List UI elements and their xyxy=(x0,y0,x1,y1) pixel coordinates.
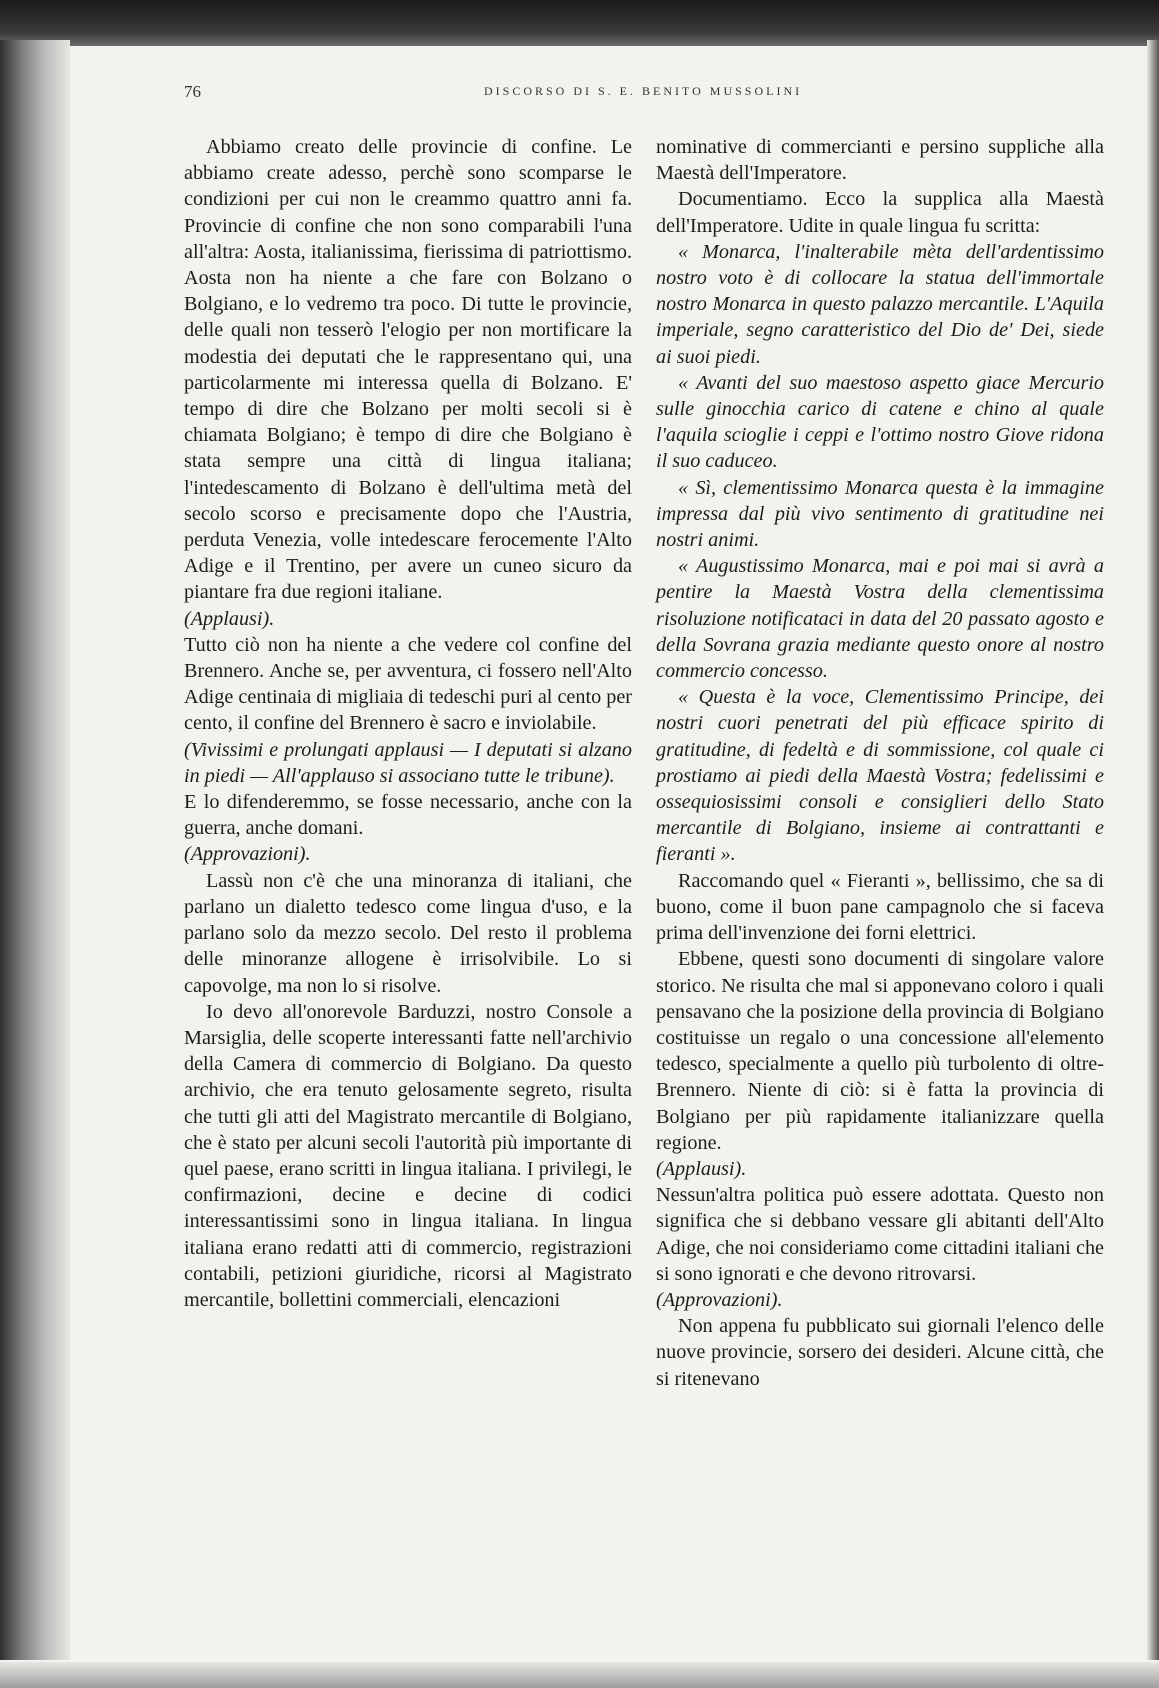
paragraph: E lo difenderemmo, se fosse necessario, anche con la guerra, anche domani. xyxy=(184,791,632,840)
quoted-supplication: « Questa è la voce, Clementissimo Principe, dei nostri cuori penetrati del più efficace spirito di gratitudine, di fedeltà e di sommissione, col quale ci prostiamo ai piedi della Maestà Vostra; fedelissimi e ossequiosissimi consoli e consiglieri dello Stato mercantile di Bolgiano, insieme ai contrattanti e fieranti ». xyxy=(656,686,1104,866)
stage-direction: (Applausi). xyxy=(656,1157,747,1180)
page-number: 76 xyxy=(184,82,201,101)
stage-direction: (Approvazioni). xyxy=(184,843,311,866)
running-head: DISCORSO DI S. E. BENITO MUSSOLINI xyxy=(484,84,803,98)
paragraph: Tutto ciò non ha niente a che vedere col confine del Brennero. Anche se, per avventura, ci fossero nell'Alto Adige centinaia di migliaia di tedeschi puri al cento per cento, il confine del Brennero è sacro e inviolabile. xyxy=(184,633,632,735)
paragraph: Abbiamo creato delle provincie di confine. Le abbiamo create adesso, perchè sono scomparse le condizioni per cui non le creammo quattro anni fa. Provincie di confine che non sono comparabili l'una all'altra: Aosta, italianissima, fierissima di patriottismo. Aosta non ha niente a che fare con Bolzano o Bolgiano, e lo vedremo tra poco. Di tutte le provincie, delle quali non tesserò l'elogio per non mortificare la modestia dei deputati che le rappresentano qui, una particolarmente mi interessa quella di Bolzano. E' tempo di dire che Bolzano per molti secoli si è chiamata Bolgiano; è tempo di dire che Bolgiano è stata sempre una città di lingua italiana; l'intedescamento di Bolzano è dell'ultima metà del secolo scorso e precisamente dopo che l'Austria, perduta Venezia, volle intedescare ferocemente l'Alto Adige e il Trentino, per avere un cuneo sicuro da piantare fra due regioni italiane. xyxy=(184,136,632,604)
right-column xyxy=(656,134,1104,1392)
page-header xyxy=(184,82,1084,110)
paragraph: nominative di commercianti e persino suppliche alla Maestà dell'Imperatore. xyxy=(656,136,1104,185)
quoted-supplication: « Monarca, l'inalterabile mèta dell'ardentissimo nostro voto è di collocare la statua dell'immortale nostro Monarca in questo palazzo mercantile. L'Aquila imperiale, segno caratteristico del Dio de' Dei, siede ai suoi piedi. xyxy=(656,240,1104,368)
paragraph: Non appena fu pubblicato sui giornali l'elenco delle nuove provincie, sorsero dei desideri. Alcune città, che si ritenevano xyxy=(656,1315,1104,1390)
scan-binding-shadow xyxy=(0,40,70,1660)
stage-direction: (Applausi). xyxy=(184,607,275,630)
paragraph: Documentiamo. Ecco la supplica alla Maestà dell'Imperatore. Udite in quale lingua fu scritta: xyxy=(656,188,1104,237)
quoted-supplication: « Sì, clementissimo Monarca questa è la immagine impressa dal più vivo sentimento di gratitudine nei nostri animi. xyxy=(656,476,1104,552)
stage-direction: (Vivissimi e prolungati applausi — I deputati si alzano in piedi — All'applauso si associano tutte le tribune). xyxy=(184,738,632,787)
paragraph: Ebbene, questi sono documenti di singolare valore storico. Ne risulta che mal si apponevano coloro i quali pensavano che la posizione della provincia di Bolgiano costituisse un regalo o una concessione all'elemento tedesco, specialmente a quello più turbolento di oltre-Brennero. Niente di ciò: si è fatta la provincia di Bolgiano per più rapidamente italianizzare quella regione. xyxy=(656,948,1104,1154)
stage-direction: (Approvazioni). xyxy=(656,1288,783,1311)
scan-top-shadow xyxy=(0,0,1159,46)
paragraph: Lassù non c'è che una minoranza di italiani, che parlano un dialetto tedesco come lingua d'uso, e la parlano solo da mezzo secolo. Del resto il problema delle minoranze allogene è irrisolvibile. Lo si capovolge, ma non lo si risolve. xyxy=(184,869,632,997)
quoted-supplication: « Augustissimo Monarca, mai e poi mai si avrà a pentire la Maestà Vostra della clementissima risoluzione notificataci in data del 20 passato agosto e della Sovrana grazia mediante questo onore al nostro commercio concesso. xyxy=(656,555,1104,683)
scan-bottom-edge xyxy=(0,1662,1159,1688)
paragraph: Raccomando quel « Fieranti », bellissimo, che sa di buono, come il buon pane campagnolo che si faceva prima dell'invenzione dei forni elettrici. xyxy=(656,869,1104,945)
left-column xyxy=(184,134,632,1313)
paragraph: Io devo all'onorevole Barduzzi, nostro Console a Marsiglia, delle scoperte interessanti fatte nell'archivio della Camera di commercio di Bolgiano. Da questo archivio, che era tenuto gelosamente segreto, risulta che tutti gli atti del Magistrato mercantile di Bolgiano, che è stato per alcuni secoli l'autorità più importante di quel paese, erano scritti in lingua italiana. I privilegi, le confirmazioni, decine e decine di codici interessantissimi sono in lingua italiana. In lingua italiana erano redatti atti di commercio, registrazioni contabili, petizioni giuridiche, ricorsi al Magistrato mercantile, bollettini commerciali, elencazioni xyxy=(184,1000,632,1311)
scan-right-edge xyxy=(1147,40,1159,1660)
quoted-supplication: « Avanti del suo maestoso aspetto giace Mercurio sulle ginocchia carico di catene e chino al quale l'aquila scioglie i ceppi e l'ottimo nostro Giove ridona il suo caduceo. xyxy=(656,371,1104,473)
paragraph: Nessun'altra politica può essere adottata. Questo non significa che si debbano vessare gli abitanti dell'Alto Adige, che noi consideriamo come cittadini italiani che si sono ignorati e che devono ritrovarsi. xyxy=(656,1184,1104,1285)
